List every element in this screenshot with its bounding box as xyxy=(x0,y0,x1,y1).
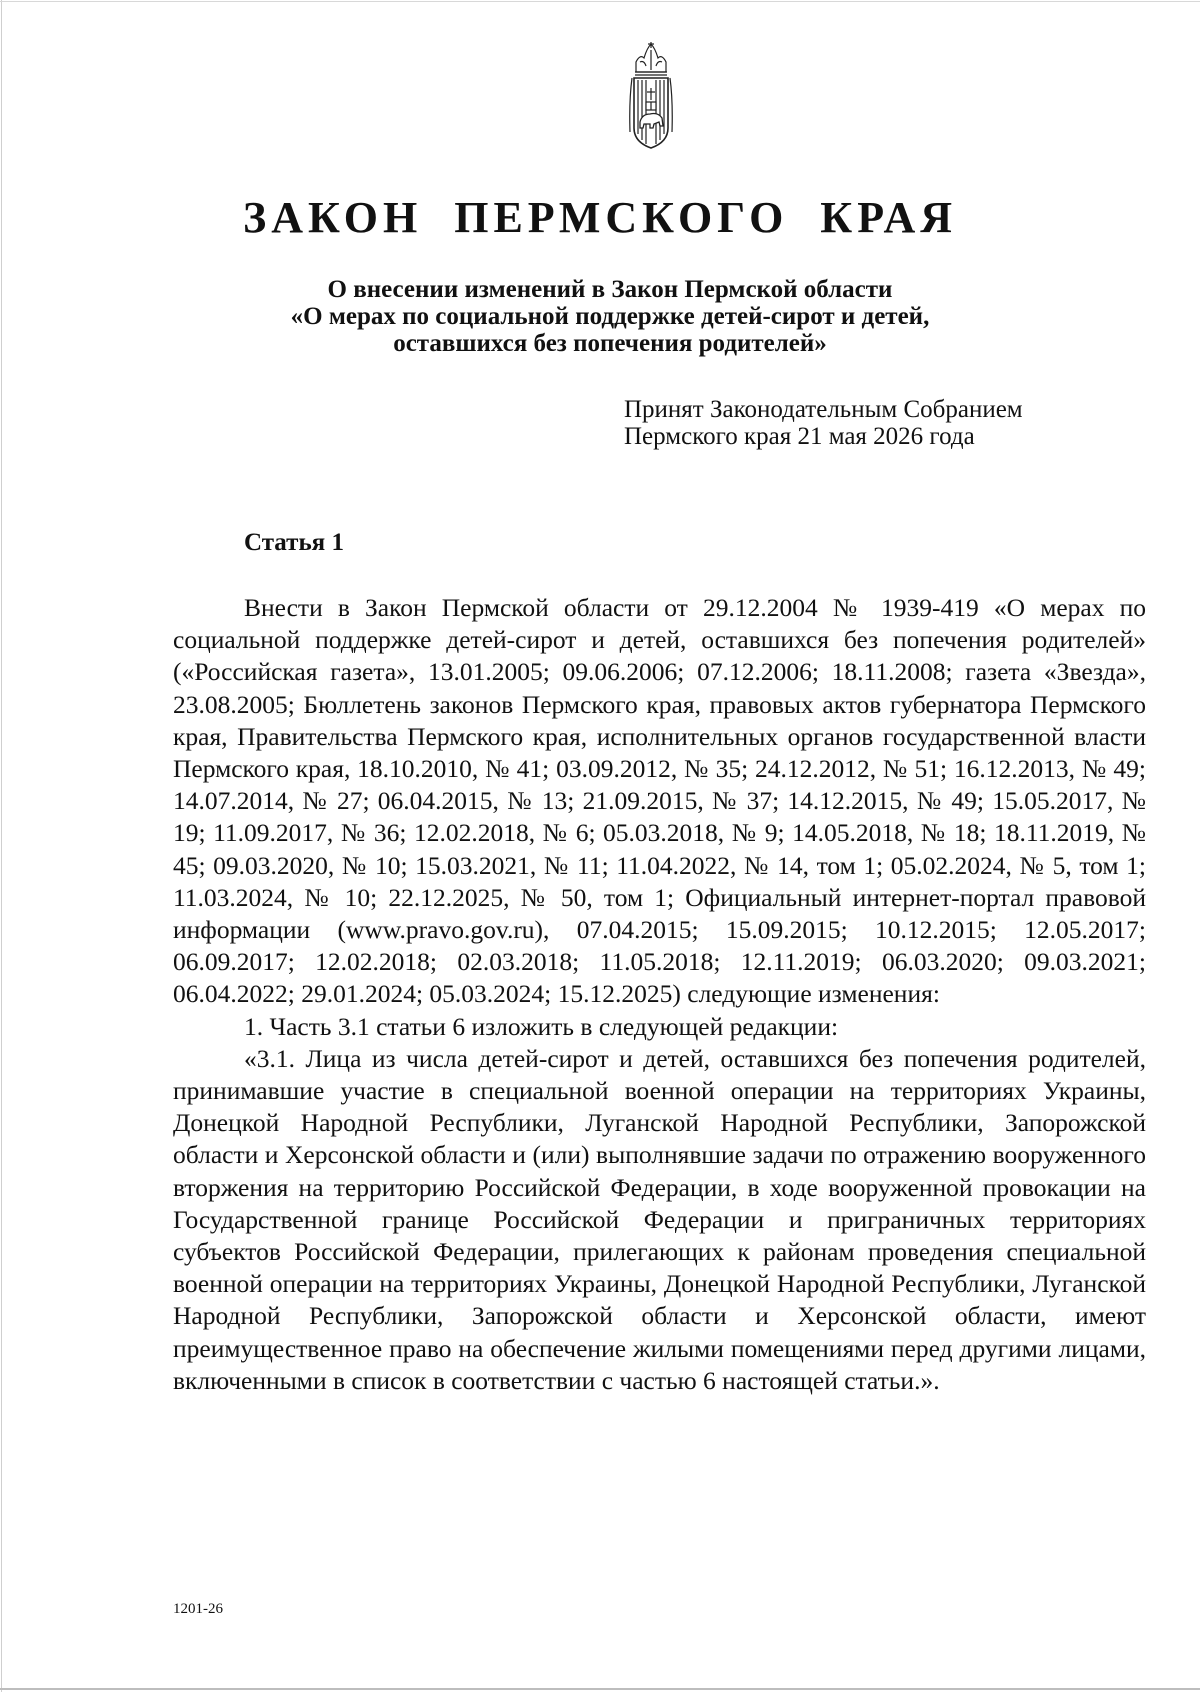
article-paragraph: 1. Часть 3.1 статьи 6 изложить в следующей редакции: xyxy=(244,1011,839,1041)
subtitle-line: «О мерах по социальной поддержке детей-сирот и детей, xyxy=(290,303,930,330)
article-body xyxy=(173,592,1146,1397)
scan-edge-left xyxy=(1,0,2,1692)
law-subtitle xyxy=(230,276,990,357)
adoption-note xyxy=(624,396,1144,450)
law-title: ЗАКОН ПЕРМСКОГО КРАЯ xyxy=(242,193,958,242)
subtitle-line: О внесении изменений в Закон Пермской области xyxy=(327,276,893,303)
subtitle-line: оставшихся без попечения родителей» xyxy=(393,330,827,357)
document-code: 1201-26 xyxy=(173,1601,223,1617)
scan-edge-bottom xyxy=(0,1688,1200,1690)
article-paragraph: «3.1. Лица из числа детей-сирот и детей, оставшихся без попечения родителей, принимавшие участие в специальной военной операции на территориях Украины, Донецкой Народной Республики, Луганской Народной Республики, Запорожской области и Херсонской области и (или) выполнявшие задачи по отражению вооруженного вторжения на территорию Российской Федерации, в ходе вооруженной провокации на Государственной границе Российской Федерации и приграничных территориях субъектов Российской Федерации, прилегающих к районам проведения специальной военной операции на территориях Украины, Донецкой Народной Республики, Луганской Народной Республики, Запорожской области и Херсонской области, имеют преимущественное право на обеспечение жилыми помещениями перед другими лицами, включенными в список в соответствии с частью 6 настоящей статьи.». xyxy=(173,1043,1146,1395)
adoption-line: Пермского края 21 мая 2026 года xyxy=(624,423,975,450)
article-paragraph: Внести в Закон Пермской области от 29.12.2004 № 1939-419 «О мерах по социальной поддержке детей-сирот и детей, оставшихся без попечения родителей» («Российская газета», 13.01.2005; 09.06.2006; 07.12.2006; 18.11.2008; газета «Звезда», 23.08.2005; Бюллетень законов Пермского края, правовых актов губернатора Пермского края, Правительства Пермского края, исполнительных органов государственной власти Пермского края, 18.10.2010, № 41; 03.09.2012, № 35; 24.12.2012, № 51; 16.12.2013, № 49; 14.07.2014, № 27; 06.04.2015, № 13; 21.09.2015, № 37; 14.12.2015, № 49; 15.05.2017, № 19; 11.09.2017, № 36; 12.02.2018, № 6; 05.03.2018, № 9; 14.05.2018, № 18; 18.11.2019, № 45; 09.03.2020, № 10; 15.03.2021, № 11; 11.04.2022, № 14, том 1; 05.02.2024, № 5, том 1; 11.03.2024, № 10; 22.12.2025, № 50, том 1; Официальный интернет-портал правовой информации (www.pravo.gov.ru), 07.04.2015; 15.09.2015; 10.12.2015; 12.05.2017; 06.09.2017; 12.02.2018; 02.03.2018; 11.05.2018; 12.11.2019; 06.03.2020; 09.03.2021; 06.04.2022; 29.01.2024; 05.03.2024; 15.12.2025) следующие изменения: xyxy=(173,593,1146,1009)
scan-edge-top xyxy=(0,1,1200,2)
perm-krai-coat-of-arms-icon xyxy=(626,40,676,152)
adoption-line: Принят Законодательным Собранием xyxy=(624,396,1023,423)
article-heading: Статья 1 xyxy=(244,529,344,556)
